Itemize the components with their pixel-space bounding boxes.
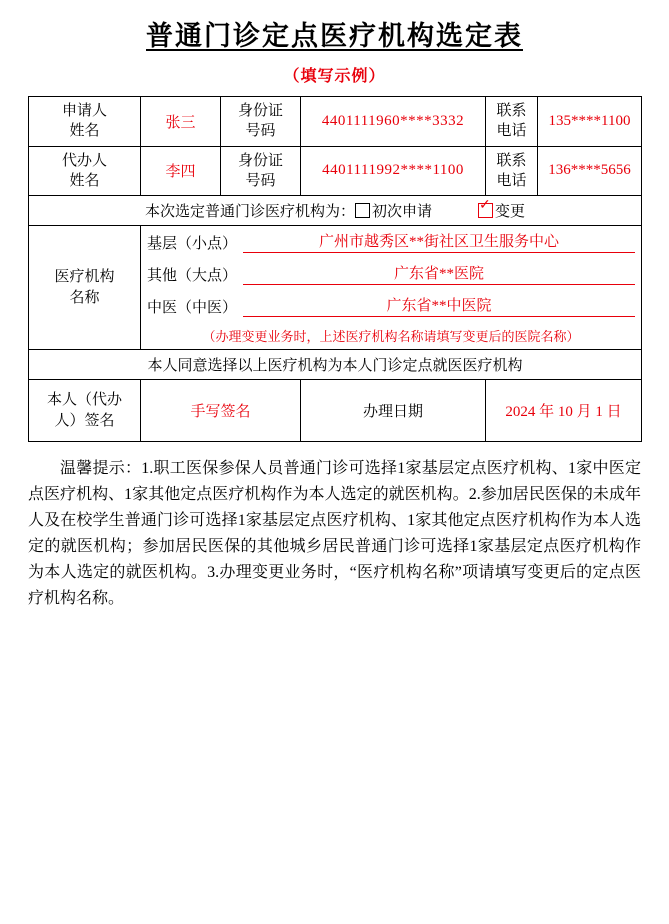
page-subtitle: （填写示例） (283, 68, 386, 85)
page-title: 普通门诊定点医疗机构选定表 (146, 21, 523, 51)
table-row-signature (29, 380, 642, 442)
consent-text: 本人同意选择以上医疗机构为本人门诊定点就医医疗机构 (29, 350, 642, 380)
selection-option-first-label: 初次申请 (371, 204, 432, 220)
applicant-id-label: 身份证 号码 (221, 97, 301, 147)
checkbox-first-application[interactable] (355, 203, 370, 218)
document-page (0, 14, 669, 924)
organizations-cell (141, 226, 642, 350)
selection-prefix-text: 本次选定普通门诊医疗机构为： (144, 204, 355, 220)
table-row-agent (29, 146, 642, 196)
applicant-tel-label: 联系 电话 (486, 97, 538, 147)
table-row-selection-type (29, 196, 642, 226)
applicant-id-value[interactable]: 4401111960****3332 (301, 97, 486, 147)
table-row-applicant (29, 97, 642, 147)
date-value[interactable]: 2024 年 10 月 1 日 (486, 380, 642, 442)
signature-label: 本人（代办 人）签名 (29, 380, 141, 442)
date-label: 办理日期 (301, 380, 486, 442)
agent-tel-value[interactable]: 136****5656 (538, 146, 642, 196)
table-row-organizations (29, 226, 642, 350)
organizations-row-label: 医疗机构 名称 (29, 226, 141, 350)
organization-line-primary (147, 230, 635, 253)
applicant-name-label: 申请人 姓名 (29, 97, 141, 147)
organization-line-other (147, 262, 635, 285)
organization-label-tcm: 中医（中医） (147, 300, 238, 316)
agent-id-label: 身份证 号码 (221, 146, 301, 196)
tips-paragraph: 温馨提示：1.职工医保参保人员普通门诊可选择1家基层定点医疗机构、1家中医定点医疗机构、1家其他定点医疗机构作为本人选定的就医机构。2.参加居民医保的未成年人及在校学生普通门诊可选择1家基层定点医疗机构、1家其他定点医疗机构作为本人选定的就医机构；参加居民医保的其他城乡居民普通门诊可选择1家基层定点医疗机构作为本人选定的就医机构。3.办理变更业务时，“医疗机构名称”项请填写变更后的定点医疗机构名称。 (28, 460, 641, 607)
agent-tel-label: 联系 电话 (486, 146, 538, 196)
organization-value-tcm[interactable]: 广东省**中医院 (243, 294, 635, 317)
agent-name-value[interactable]: 李四 (141, 146, 221, 196)
organization-label-other: 其他（大点） (147, 268, 238, 284)
signature-value[interactable]: 手写签名 (141, 380, 301, 442)
organization-label-primary: 基层（小点） (147, 236, 238, 252)
agent-id-value[interactable]: 4401111992****1100 (301, 146, 486, 196)
selection-form-table (28, 96, 642, 442)
selection-type-cell (29, 196, 642, 226)
organization-value-other[interactable]: 广东省**医院 (243, 262, 635, 285)
applicant-tel-value[interactable]: 135****1100 (538, 97, 642, 147)
table-row-consent (29, 350, 642, 380)
organizations-note: （办理变更业务时，上述医疗机构名称请填写变更后的医院名称） (202, 329, 580, 344)
applicant-name-value[interactable]: 张三 (141, 97, 221, 147)
organization-value-primary[interactable]: 广州市越秀区**街社区卫生服务中心 (243, 230, 635, 253)
agent-name-label: 代办人 姓名 (29, 146, 141, 196)
selection-option-change-label: 变更 (495, 204, 526, 220)
organization-line-tcm (147, 294, 635, 317)
checkbox-change[interactable] (478, 203, 493, 218)
